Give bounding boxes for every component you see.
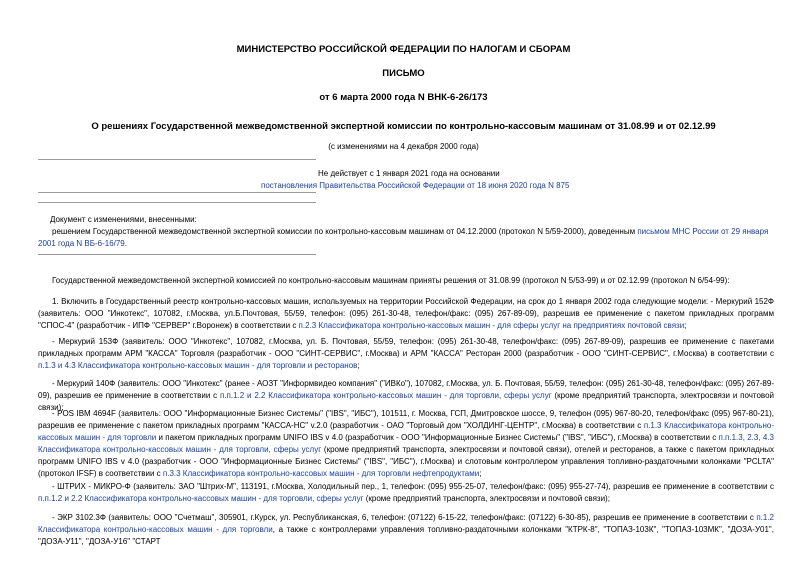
classifier-link[interactable]: п.2.3 Классификатора контрольно-кассовых машин - для сферы услуг на предприятиях почтовой связи [298,321,685,330]
item-text: - ЭКР 3102.3Ф (заявитель: ООО "Счетмаш", 305901, г.Курск, ул. Республиканская, 6, телефон: (07122) 6-15-22, телефон/факс: (07122) 6-30-85), разрешив ее применение в соответствии с [52,513,757,522]
item-text: (кроме предприятий транспорта, электросвязи и почтовой связи); [38,391,775,412]
divider [38,202,316,203]
classifier-link[interactable]: п.1.2 Классификатора контрольно-кассовых машин - для торговли [38,513,774,534]
list-item [38,408,774,480]
item-text: ; [684,321,687,330]
divider [38,159,316,160]
list-item [38,481,774,505]
document-title: О решениях Государственной межведомственной экспертной комиссии по контрольно-кассовым машинам от 31.08.99 и от 02.12.99 [91,121,716,132]
classifier-link[interactable]: п.п.1.3, 2.3, 4.3 Классификатора контрольно-кассовых машин - для торговли, сферы услуг [38,433,774,454]
item-text: (кроме предприятий транспорта, электросвязи и почтовой связи), отелей и ресторанов, а также с пакетом прикладных программ UNIFO IBS v 4.0 (разработчик - ООО "Информационные Бизнес Системы" ("IBS", "ИБС"), г.Москва) и слотовым контроллером управления топливно-раздаточными колонками "PCLTA" (протокол IFSF) в соответствии с [38,445,774,478]
list-item [38,512,774,548]
item-text: , а также с контроллерами управления топливно-раздаточными колонками "КТРК-8", "ТОПАЗ-103К", "ТОПАЗ-103МК", "ДОЗА-У01", "ДОЗА-У11", "ДОЗА-У16" "СТАРТ [38,525,774,546]
item-text: (кроме предприятий транспорта, электросвязи и почтовой связи); [363,494,610,503]
item-text: - POS IBM 4694F (заявитель: ООО "Информационные Бизнес Системы" ("IBS", "ИБС"), 101511, г. Москва, ГСП, Дмитровское шоссе, 9, телефон (095) 967-80-20, телефон/факс (095) 967-80-21), разрешив ее применение с пакетом прикладных программ "КАССА-НС" v.2.0 (разработчик - ОАО "Торговый дом "ХОЛДИНГ-ЦЕНТР", г.Москва) в соответствии с [38,409,774,430]
item-text: ; [479,469,482,478]
document-type: ПИСЬМО [382,68,425,79]
document-date-number: от 6 марта 2000 года N ВНК-6-26/173 [319,92,488,103]
item-text: ; [357,361,360,370]
amendments-heading: Документ с изменениями, внесенными: [50,215,197,224]
divider [38,254,316,255]
list-item [38,296,774,332]
item-text: и пакетом прикладных программ UNIFO IBS v 4.0 (разработчик - ООО "Информационные Бизнес Системы" ("IBS", "ИБС"), г.Москва) в соответствии с [156,433,719,442]
item-text: - Меркурий 140Ф (заявитель: ООО "Инкотекс" (ранее - АОЗТ "Информвидео компания" ("ИВКо"), 107082, г.Москва, ул. Б. Почтовая, 55/59, телефон: (095) 261-30-48, телефон/факс: (095) 267-89-09), разрешив ее применение в соответствии с [38,379,774,400]
ministry-heading: МИНИСТЕРСТВО РОССИЙСКОЙ ФЕДЕРАЦИИ ПО НАЛОГАМ И СБОРАМ [236,44,571,55]
amendments-link[interactable]: письмом МНС России от 29 января 2001 года N ВБ-6-16/79 [38,227,769,248]
amendments-text-after: . [124,239,127,248]
status-invalid-link[interactable]: постановления Правительства Российской Федерации от 18 июня 2020 года N 875 [261,181,570,190]
classifier-link[interactable]: п.п.1.2 и 2.2 Классификатора контрольно-кассовых машин - для торговли, сферы услуг [219,391,552,400]
intro-paragraph: Государственной межведомственной экспертной комиссией по контрольно-кассовым машинам приняты решения от 31.08.99 (протокол N 5/53-99) и от 02.12.99 (протокол N 6/54-99): [52,276,730,285]
status-invalid-text: Не действует с 1 января 2021 года на основании [318,169,500,178]
item-text: - Меркурий 153Ф (заявитель: ООО "Инкотекс", 107082, г.Москва, ул. Б. Почтовая, 55/59, телефон: (095) 261-30-48, телефон/факс: (095) 267-89-09), разрешив ее применение с пакетами прикладных программ АРМ "КАССА" Торговля (разработчик - ООО "СИНТ-СЕРВИС", г.Москва) и АРМ "КАССА" Ресторан 2000 (разработчик - ООО "СИНТ-СЕРВИС", г.Москва) в соответствии с [38,337,774,358]
item-text: - ШТРИХ - МИКРО-Ф (заявитель: ЗАО "Штрих-М", 113191, г.Москва, Холодильный пер., 1, телефон: (095) 955-25-07, телефон/факс: (095) 955-27-74), разрешив ее применение в соответствии с [52,482,774,491]
divider [38,192,316,193]
item-text: 1. Включить в Государственный реестр контрольно-кассовых машин, используемых на территории Российской Федерации, на срок до 1 января 2002 года следующие модели: - Меркурий 152Ф (заявитель: ООО "Инкотекс", 107082, г.Москва, ул.Б.Почтовая, 55/59, телефон: (095) 261-30-48, телефон/факс: (095) 267-89-09), разрешив ее применение с пакетом прикладных программ "СПОС-4" (разработчик - ИПФ "СЕРВЕР" г.Воронеж) в соответствии с [38,297,774,330]
classifier-link[interactable]: п.п.1.2 и 2.2 Классификатора контрольно-кассовых машин - для торговли, сферы услуг [38,494,364,503]
classifier-link[interactable]: п.1.3 Классификатора контрольно-кассовых машин - для торговли [38,421,775,442]
changes-note: (с изменениями на 4 декабря 2000 года) [328,142,479,151]
list-item [38,336,774,372]
classifier-link[interactable]: п.3.3 Классификатора контрольно-кассовых машин - для торговли нефтепродуктами [162,469,480,478]
amendments-text-before: решением Государственной межведомственной экспертной комиссии по контрольно-кассовым машинам от 04.12.2000 (протокол N 5/59-2000), доведенным [52,227,638,236]
classifier-link[interactable]: п.1.3 и 4.3 Классификатора контрольно-кассовых машин - для торговли и ресторанов [38,361,358,370]
amendments-text [38,226,771,250]
